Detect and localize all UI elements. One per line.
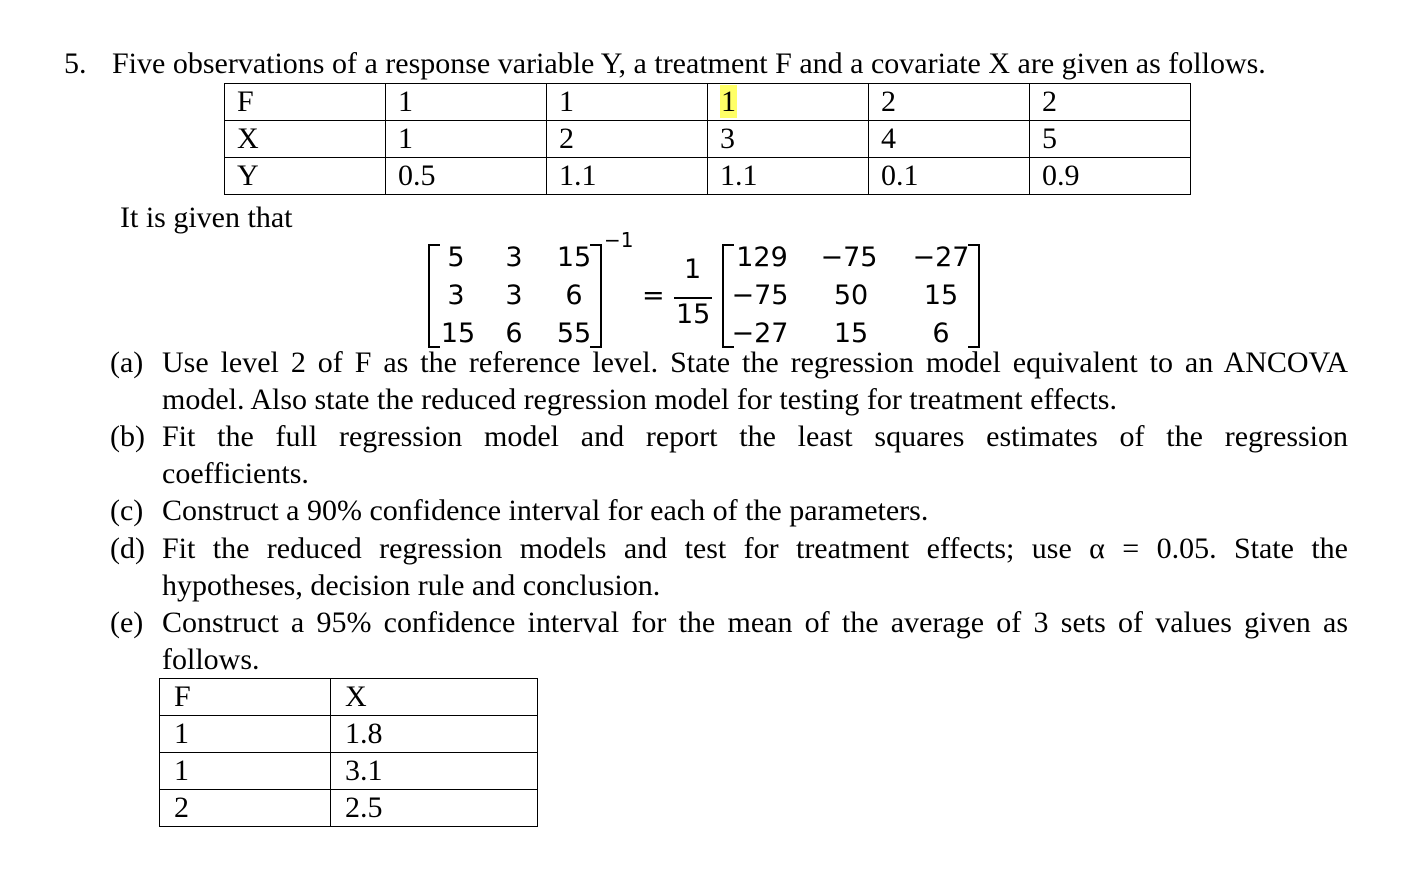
- table-cell: 1.1: [708, 158, 869, 195]
- part-c: [110, 492, 1350, 529]
- lhs-cell: 15: [556, 242, 592, 273]
- lhs-cell: 3: [505, 242, 523, 273]
- table-cell: 2: [1030, 84, 1191, 121]
- table-cell: 2: [160, 790, 331, 827]
- rhs-cell: −75: [820, 242, 878, 273]
- row-label-y: Y: [225, 158, 386, 195]
- table-cell: 0.5: [386, 158, 547, 195]
- header-x: X: [331, 679, 538, 716]
- lhs-cell: 15: [440, 318, 476, 349]
- row-label-x: X: [225, 121, 386, 158]
- lhs-cell: 6: [505, 318, 523, 349]
- part-e: [110, 604, 1350, 678]
- part-d: [110, 530, 1350, 604]
- part-line: hypotheses, decision rule and conclusion.: [162, 569, 661, 602]
- part-label: (b): [110, 420, 145, 453]
- part-line: coefficients.: [162, 457, 309, 490]
- prediction-table: [159, 678, 538, 827]
- rhs-cell: 6: [932, 318, 950, 349]
- highlighted-value: 1: [721, 85, 736, 118]
- rhs-cell: 129: [736, 242, 788, 273]
- question-number: 5.: [64, 47, 87, 80]
- part-body: [162, 530, 1348, 604]
- rhs-cell: 50: [833, 280, 869, 311]
- table-cell: 1: [547, 84, 708, 121]
- part-body: [162, 492, 1348, 529]
- table-cell: 2.5: [331, 790, 538, 827]
- table-cell: 1.1: [547, 158, 708, 195]
- given-intro: It is given that: [120, 201, 293, 234]
- table-cell: 4: [869, 121, 1030, 158]
- rhs-cell: −27: [912, 242, 970, 273]
- inverse-exponent: −1: [604, 228, 634, 252]
- part-line: model. Also state the reduced regression model for testing for treatment effects.: [162, 383, 1117, 416]
- part-body: [162, 418, 1348, 492]
- part-body: [162, 344, 1348, 418]
- part-label: (a): [110, 346, 144, 379]
- rhs-cell: 15: [833, 318, 869, 349]
- table-cell: 1: [386, 84, 547, 121]
- header-f: F: [160, 679, 331, 716]
- table-cell: 1.8: [331, 716, 538, 753]
- part-line: Construct a 90% confidence interval for each of the parameters.: [162, 494, 929, 527]
- part-line: Fit the full regression model and report the least squares estimates of the regression: [162, 420, 1348, 453]
- rhs-cell: 15: [923, 280, 959, 311]
- part-b: [110, 418, 1350, 492]
- lhs-cell: 6: [565, 280, 583, 311]
- table-row: [225, 121, 1191, 158]
- scalar-denominator: 15: [676, 299, 711, 330]
- part-a: [110, 344, 1350, 418]
- table-cell: 5: [1030, 121, 1191, 158]
- scalar-numerator: 1: [684, 254, 702, 285]
- part-label: (d): [110, 532, 145, 565]
- table-row: [225, 158, 1191, 195]
- table-cell: 1: [160, 753, 331, 790]
- table-cell: 0.1: [869, 158, 1030, 195]
- observations-table: [224, 83, 1191, 195]
- rhs-cell: −27: [731, 318, 789, 349]
- part-line: Construct a 95% confidence interval for the mean of the average of 3 sets of values given as: [162, 606, 1348, 639]
- table-row: [225, 84, 1191, 121]
- table-cell: 3: [708, 121, 869, 158]
- equals-sign: =: [642, 280, 665, 311]
- row-label-f: F: [225, 84, 386, 121]
- table-row: [160, 716, 538, 753]
- rhs-cell: −75: [731, 280, 789, 311]
- part-body: [162, 604, 1348, 678]
- table-header-row: [160, 679, 538, 716]
- part-line: Fit the reduced regression models and test for treatment effects; use α = 0.05. State the: [162, 532, 1348, 565]
- table-cell: 3.1: [331, 753, 538, 790]
- part-line: follows.: [162, 643, 260, 676]
- table-cell: [708, 84, 869, 121]
- lhs-cell: 55: [556, 318, 592, 349]
- table-cell: 1: [160, 716, 331, 753]
- table-row: [160, 753, 538, 790]
- table-cell: 1: [386, 121, 547, 158]
- table-cell: 2: [869, 84, 1030, 121]
- table-cell: 0.9: [1030, 158, 1191, 195]
- lhs-cell: 5: [447, 242, 465, 273]
- part-label: (c): [110, 494, 144, 527]
- lhs-cell: 3: [505, 280, 523, 311]
- table-row: [160, 790, 538, 827]
- table-cell: 2: [547, 121, 708, 158]
- question-stem: Five observations of a response variable Y, a treatment F and a covariate X are given as follows.: [112, 47, 1266, 80]
- lhs-cell: 3: [447, 280, 465, 311]
- part-label: (e): [110, 606, 144, 639]
- part-line: Use level 2 of F as the reference level. State the regression model equivalent to an ANCOVA: [162, 346, 1348, 379]
